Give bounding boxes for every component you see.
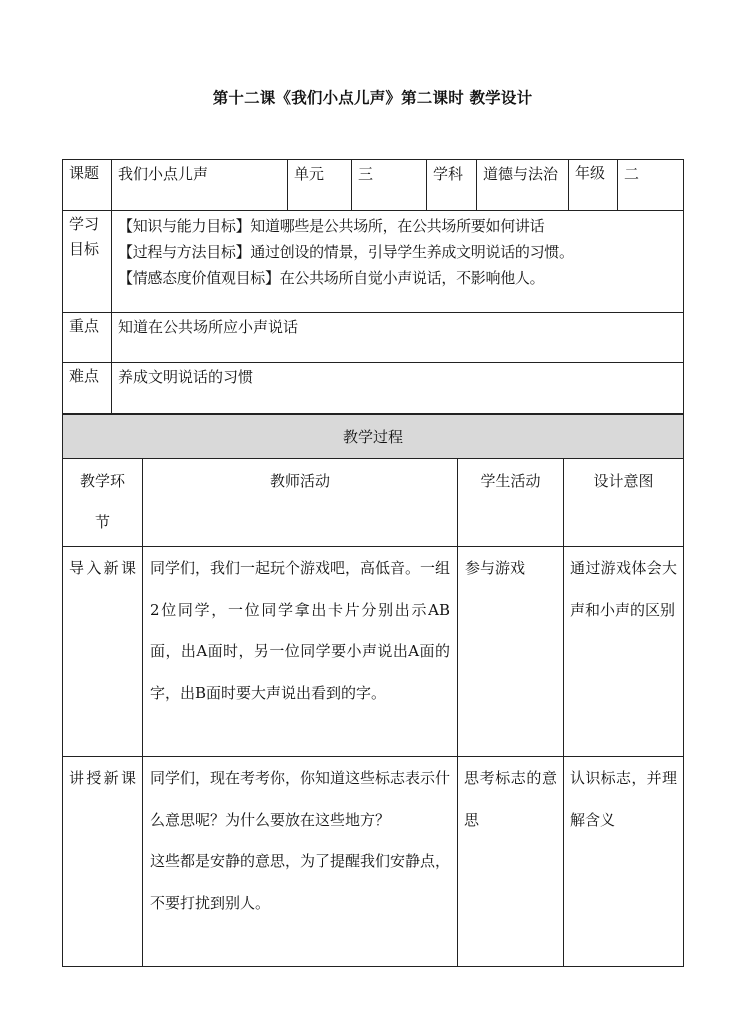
teacher-activity-new-lesson	[143, 757, 458, 967]
column-stage: 教学环节	[63, 459, 143, 547]
column-teacher: 教师活动	[143, 459, 458, 547]
difficulty-value: 养成文明说话的习惯	[112, 363, 684, 414]
goals-content	[112, 211, 684, 313]
unit-label: 单元	[288, 160, 352, 211]
page-title: 第十二课《我们小点儿声》第二课时 教学设计	[212, 89, 533, 107]
subject-label: 学科	[427, 160, 477, 211]
unit-value: 三	[352, 160, 427, 211]
teacher-explanation: 这些都是安静的意思，为了提醒我们安静点，不要打扰到别人。	[150, 852, 451, 912]
subject-value: 道德与法治	[477, 160, 569, 211]
column-intent: 设计意图	[564, 459, 684, 547]
key-point-value: 知道在公共场所应小声说话	[112, 313, 684, 363]
goal-knowledge: 【知识与能力目标】知道哪些是公共场所，在公共场所要如何讲话	[118, 217, 545, 235]
teacher-question: 同学们，现在考考你，你知道这些标志表示什么意思呢？为什么要放在这些地方？	[150, 769, 451, 829]
lesson-value: 我们小点儿声	[112, 160, 288, 211]
goal-process: 【过程与方法目标】通过创设的情景，引导学生养成文明说话的习惯。	[118, 243, 574, 261]
teacher-activity-intro: 同学们，我们一起玩个游戏吧，高低音。一组2位同学，一位同学拿出卡片分别出示AB面，出A面时，另一位同学要小声说出A面的字，出B面时要大声说出看到的字。	[143, 547, 458, 757]
intent-intro: 通过游戏体会大声和小声的区别	[564, 547, 684, 757]
student-activity-new-lesson: 思考标志的意思	[458, 757, 564, 967]
student-activity-intro: 参与游戏	[458, 547, 564, 757]
goal-emotion: 【情感态度价值观目标】在公共场所自觉小声说话，不影响他人。	[118, 269, 545, 287]
stage-intro: 导入新课	[63, 547, 143, 757]
lesson-label: 课题	[63, 160, 112, 211]
process-header: 教学过程	[63, 415, 684, 459]
difficulty-label: 难点	[63, 363, 112, 414]
column-student: 学生活动	[458, 459, 564, 547]
grade-value: 二	[618, 160, 684, 211]
stage-new-lesson: 讲授新课	[63, 757, 143, 967]
teaching-process-table	[62, 414, 684, 967]
goals-label: 学习目标	[63, 211, 112, 313]
key-point-label: 重点	[63, 313, 112, 363]
grade-label: 年级	[569, 160, 618, 211]
lesson-info-table	[62, 159, 684, 414]
intent-new-lesson: 认识标志，并理解含义	[564, 757, 684, 967]
